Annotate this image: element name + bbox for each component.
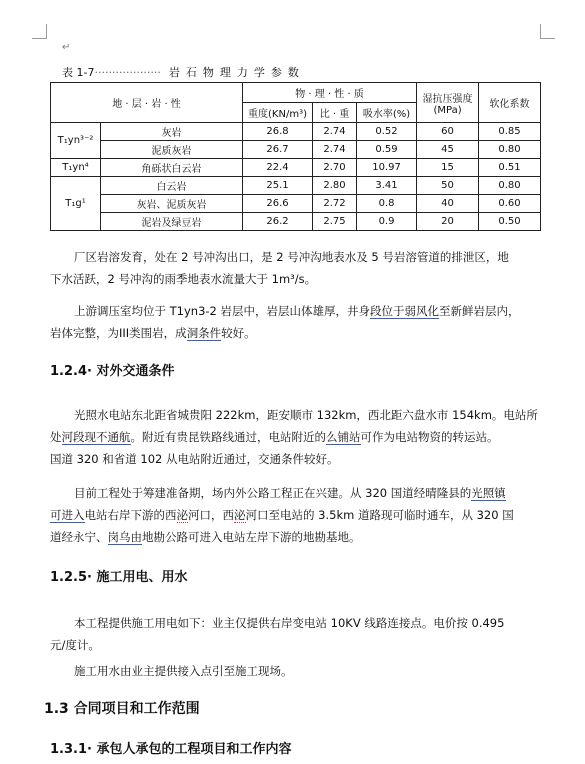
water-absorption-cell: 0.52 — [357, 123, 417, 141]
roads-text-c: 电站右岸下游的西 — [84, 508, 177, 522]
header-unit-weight: 重度(KN/m³) — [243, 103, 313, 123]
traffic-line-3: 国道 320 和省道 102 从电站附近通过，交通条件较好。 — [50, 452, 339, 466]
water-absorption-cell: 0.59 — [357, 141, 417, 159]
header-ucs-unit: (MPa) — [433, 104, 462, 116]
specific-gravity-cell: 2.70 — [313, 159, 357, 177]
header-physical: 物 · 理 · 性 · 质 — [243, 83, 417, 103]
water-absorption-cell: 0.8 — [357, 195, 417, 213]
softening-cell: 0.80 — [479, 177, 541, 195]
surge-text-underlined: 段位于弱风化 — [370, 304, 440, 318]
header-softening: 软化系数 — [479, 83, 541, 123]
caption-number: 表 1-7 — [62, 66, 95, 79]
surge-text-d: 较好。 — [221, 326, 256, 340]
unit-weight-cell: 26.7 — [243, 141, 313, 159]
ucs-cell: 40 — [417, 195, 479, 213]
heading-1-3: 1.3 合同项目和工作范围 — [44, 701, 200, 717]
table-row — [51, 177, 541, 195]
heading-1-2-5: 1.2.5· 施工用电、用水 — [50, 570, 188, 585]
roads-text-f: 道经永宁、 — [50, 530, 108, 544]
unit-weight-cell: 26.6 — [243, 195, 313, 213]
rock-cell: 角砾状白云岩 — [101, 159, 243, 177]
paragraph-traffic — [50, 404, 550, 470]
roads-text-e: 河口至电站的 3.5km 道路现可临时通车，从 320 国 — [245, 508, 514, 522]
header-ucs-label: 湿抗压强度 — [422, 93, 473, 105]
rock-cell: 灰岩 — [101, 123, 243, 141]
unit-weight-cell: 22.4 — [243, 159, 313, 177]
traffic-text-c: 可作为电站物资的转运站。 — [360, 430, 499, 444]
heading-1-3-1: 1.3.1· 承包人承包的工程项目和工作内容 — [50, 742, 292, 757]
roads-text-a: 目前工程处于筹建准备期，场内外公路工程正在兴建。从 320 国道经晴隆县的 — [74, 486, 472, 500]
table-row — [51, 195, 541, 213]
specific-gravity-cell: 2.74 — [313, 123, 357, 141]
table-row — [51, 159, 541, 177]
unit-weight-cell: 26.2 — [243, 213, 313, 231]
traffic-text-a: 处 — [50, 430, 62, 444]
surge-line-1 — [50, 300, 550, 322]
header-ucs — [417, 83, 479, 123]
caption-leader: ··················· — [94, 66, 161, 79]
roads-text-flagged: 泌 — [176, 508, 188, 522]
paragraph-mark: ↵ — [62, 42, 71, 53]
paragraph-water — [50, 660, 550, 682]
stratum-cell: T₁yn⁴ — [51, 159, 101, 177]
traffic-line-1: 光照水电站东北距省城贵阳 222km，距安顺市 132km，西北距六盘水市 154km。电站所 — [74, 408, 538, 422]
ucs-cell: 60 — [417, 123, 479, 141]
header-water-absorption: 吸水率(%) — [357, 103, 417, 123]
rock-cell: 灰岩、泥质灰岩 — [101, 195, 243, 213]
table-row — [51, 213, 541, 231]
surge-text-underlined-2: 洞条件 — [186, 326, 222, 340]
header-specific-gravity: 比 · 重 — [313, 103, 357, 123]
paragraph-karst — [50, 246, 550, 290]
traffic-text-underlined-2: 么铺站 — [326, 430, 361, 444]
ucs-cell: 45 — [417, 141, 479, 159]
paragraph-roads — [50, 482, 550, 548]
karst-line-1: 厂区岩溶发育，处在 2 号冲沟出口，是 2 号冲沟地表水及 5 号岩溶管道的排泄区，地 — [74, 250, 509, 264]
table-row — [51, 123, 541, 141]
roads-text-b: 可进入 — [50, 508, 85, 522]
heading-1-2-4: 1.2.4· 对外交通条件 — [50, 364, 175, 379]
softening-cell: 0.60 — [479, 195, 541, 213]
power-line-2: 元/度计。 — [50, 638, 100, 652]
stratum-cell: T₁yn³⁻² — [51, 123, 101, 159]
surge-text-c: 岩体完整，为III类围岩，成 — [50, 326, 187, 340]
crop-mark-top-right — [540, 24, 555, 39]
crop-mark-top-left — [32, 24, 47, 39]
specific-gravity-cell: 2.72 — [313, 195, 357, 213]
ucs-cell: 15 — [417, 159, 479, 177]
header-lithology: 地 · 层 · 岩 · 性 — [51, 83, 243, 123]
roads-line-1 — [50, 482, 550, 504]
roads-text-underlined-2: 岗乌由 — [107, 530, 142, 544]
roads-text-g: 地勘公路可进入电站左岸下游的地勘基地。 — [142, 530, 361, 544]
rock-cell: 泥质灰岩 — [101, 141, 243, 159]
softening-cell: 0.51 — [479, 159, 541, 177]
specific-gravity-cell: 2.74 — [313, 141, 357, 159]
specific-gravity-cell: 2.75 — [313, 213, 357, 231]
traffic-text-underlined: 河段现不通航 — [61, 430, 131, 444]
softening-cell: 0.50 — [479, 213, 541, 231]
paragraph-power — [50, 612, 550, 656]
unit-weight-cell: 25.1 — [243, 177, 313, 195]
power-line-1: 本工程提供施工用电如下：业主仅提供右岸变电站 10KV 线路连接点。电价按 0.495 — [74, 616, 505, 630]
surge-line-2 — [50, 322, 550, 344]
rock-cell: 泥岩及绿豆岩 — [101, 213, 243, 231]
rock-cell: 白云岩 — [101, 177, 243, 195]
karst-line-2: 下水活跃，2 号冲沟的雨季地表水流量大于 1m³/s。 — [50, 272, 317, 286]
traffic-text-b: 。附近有贵昆铁路线通过，电站附近的 — [130, 430, 326, 444]
roads-text-underlined: 光照镇 — [471, 486, 506, 500]
roads-text-d: 河口，西 — [188, 508, 234, 522]
surge-text-b: 至新鲜岩层内， — [439, 304, 520, 318]
ucs-cell: 50 — [417, 177, 479, 195]
water-absorption-cell: 10.97 — [357, 159, 417, 177]
caption-title: 岩石物理力学参数 — [168, 66, 305, 79]
softening-cell: 0.80 — [479, 141, 541, 159]
paragraph-surge-chamber — [50, 300, 550, 344]
table-row — [51, 141, 541, 159]
unit-weight-cell: 26.8 — [243, 123, 313, 141]
water-absorption-cell: 3.41 — [357, 177, 417, 195]
softening-cell: 0.85 — [479, 123, 541, 141]
traffic-line-2 — [50, 426, 550, 448]
specific-gravity-cell: 2.80 — [313, 177, 357, 195]
water-absorption-cell: 0.9 — [357, 213, 417, 231]
surge-text-a: 上游调压室均位于 T1yn3-2 岩层中，岩层山体雄厚，井身 — [74, 304, 371, 318]
table-caption — [62, 64, 305, 80]
rock-properties-table — [50, 82, 541, 231]
roads-line-3 — [50, 526, 550, 548]
roads-text-flagged-2: 泌 — [234, 508, 246, 522]
water-line-1: 施工用水由业主提供接入点引至施工现场。 — [74, 664, 293, 678]
stratum-cell: T₁g¹ — [51, 177, 101, 231]
ucs-cell: 20 — [417, 213, 479, 231]
roads-line-2 — [50, 504, 550, 526]
